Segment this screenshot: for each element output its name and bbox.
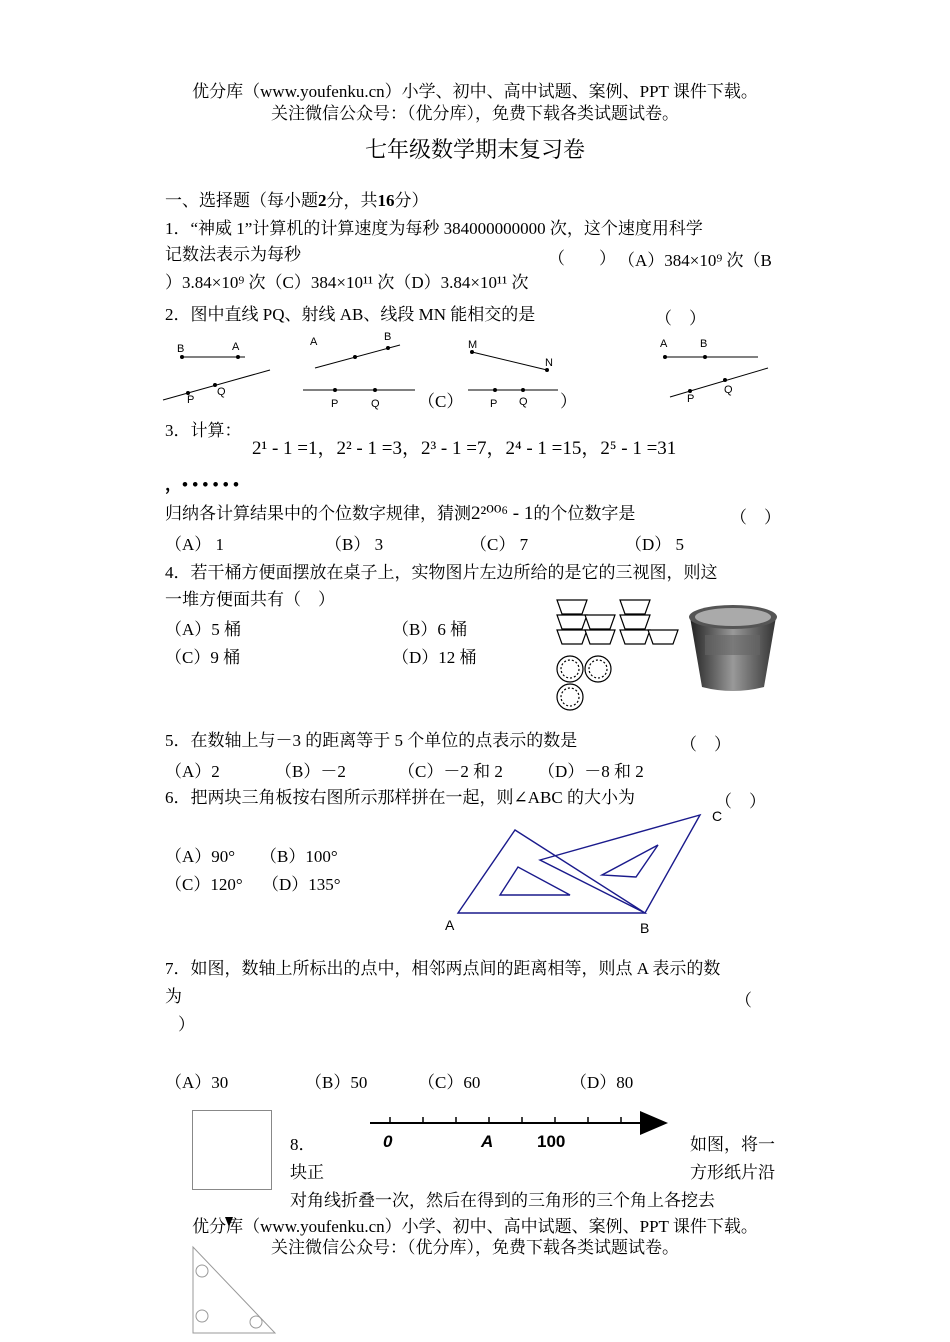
q7-paren-right: ） (178, 1015, 195, 1034)
axis-label-0: 0 (383, 1132, 393, 1151)
q2-figure-d (660, 338, 768, 405)
label-a: A (445, 917, 455, 933)
q6-text: 6．把两块三角板按右图所示那样拼在一起，则∠ABC 的大小为 (165, 788, 635, 807)
q2-answer-paren: （ ） (655, 309, 706, 328)
q4-line-1: 4．若干桶方便面摆放在桌子上，实物图片左边所给的是它的三视图，则这 (165, 563, 718, 582)
fig-label: M (468, 339, 478, 351)
q7-option-b: （B）50 (305, 1073, 368, 1092)
q2-text: 2．图中直线 PQ、射线 AB、线段 MN 能相交的是 (165, 305, 536, 324)
q1-line-2: 记数法表示为每秒 (165, 245, 301, 264)
axis-label-a: A (481, 1132, 494, 1151)
fig-label: A (310, 336, 318, 348)
fig-label: A (232, 341, 240, 353)
header-line-1: 优分库（www.youfenku.cn）小学、初中、高中试题、案例、PPT 课件下载。 (192, 82, 758, 101)
triangle-ruler-2 (540, 815, 700, 913)
q1-option-a: （A）384×10⁹ 次（B (618, 251, 772, 270)
q5-text: 5．在数轴上与－3 的距离等于 5 个单位的点表示的数是 (165, 731, 578, 750)
q4-option-b: （B）6 桶 (392, 620, 468, 639)
fig-label: Q (217, 386, 226, 398)
page-title: 七年级数学期末复习卷 (364, 137, 585, 162)
q1-answer-paren: （ ） (548, 249, 616, 268)
q3-option-b: （B） 3 (325, 535, 384, 554)
q2-figure-c (468, 339, 558, 410)
q8-line-3: 对角线折叠一次，然后在得到的三角形的三个角上各挖去 (290, 1191, 715, 1210)
q7-line-2: 为 (165, 987, 182, 1006)
q7-option-d: （D）80 (570, 1073, 634, 1092)
fig-label: P (331, 398, 339, 410)
q2-figure-a (163, 341, 270, 406)
header-line-2: 关注微信公众号：（优分库），免费下载各类试题试卷。 (271, 104, 679, 123)
fig-label: Q (724, 384, 733, 396)
q8-text-right-2: 方形纸片沿 (690, 1163, 775, 1182)
label-c: C (712, 808, 723, 824)
fig-label: P (490, 398, 498, 410)
q2-option-tail: ） (560, 392, 577, 411)
q4-three-views (550, 595, 790, 720)
axis-label-100: 100 (537, 1132, 566, 1151)
footer-line-1: 优分库（www.youfenku.cn）小学、初中、高中试题、案例、PPT 课件下载。 (192, 1217, 758, 1236)
q7-line-1: 7．如图，数轴上所标出的点中，相邻两点间的距离相等，则点 A 表示的数 (165, 959, 721, 978)
q3-option-d: （D） 5 (625, 535, 685, 554)
q6-answer-paren: （ ） (715, 792, 766, 811)
q2-figure-b (303, 331, 415, 410)
fig-label: N (545, 357, 553, 369)
q2-option-c: （C） (418, 392, 464, 411)
q6-option-b: （B）100° (260, 847, 338, 866)
fig-label: B (384, 331, 392, 343)
q1-line-3: ）3.84×10⁹ 次（C）384×10¹¹ 次（D）3.84×10¹¹ 次 (165, 273, 529, 292)
q5-option-b: （B）－2 (275, 762, 346, 781)
q6-option-d: （D）135° (262, 875, 341, 894)
footer-line-2: 关注微信公众号：（优分库），免费下载各类试题试卷。 (271, 1238, 679, 1257)
fig-label: Q (371, 398, 380, 410)
q3-label: 3．计算： (165, 421, 242, 440)
fig-label: A (660, 338, 668, 350)
q4-line-2: 一堆方便面共有（ ） (165, 590, 335, 609)
fig-label: B (700, 338, 708, 350)
fig-label: P (187, 394, 195, 406)
q3-option-a: （A） 1 (165, 535, 225, 554)
q5-option-d: （D）－8 和 2 (538, 762, 644, 781)
q4-option-d: （D）12 桶 (392, 648, 477, 667)
q7-number-line (365, 1105, 675, 1155)
q8-text-right-1: 如图，将一 (690, 1135, 775, 1154)
q7-option-a: （A）30 (165, 1073, 229, 1092)
fig-label: P (687, 393, 695, 405)
q7-paren-left: （ (735, 991, 752, 1010)
q8-number: 8． (290, 1135, 316, 1154)
q4-option-a: （A）5 桶 (165, 620, 242, 639)
q5-option-c: （C）－2 和 2 (398, 762, 503, 781)
q6-triangle-figure (440, 805, 740, 940)
q3-option-c: （C） 7 (470, 535, 529, 554)
noodle-cup-photo (689, 605, 777, 691)
q3-dots: ，• • • • • • (165, 475, 239, 494)
q6-option-a: （A）90° (165, 847, 236, 866)
q4-option-c: （C）9 桶 (165, 648, 241, 667)
q3-line-2: 归纳各计算结果中的个位数字规律，猜测2²⁰⁰⁶ - 1的个位数字是 (165, 503, 636, 524)
fig-label: Q (519, 396, 528, 408)
q3-formula: 2¹ - 1 =1，2² - 1 =3，2³ - 1 =7，2⁴ - 1 =15，2⁵ - 1 =31 (252, 438, 677, 459)
triangle-ruler-1 (458, 830, 645, 913)
q5-answer-paren: （ ） (680, 735, 731, 754)
q5-option-a: （A）2 (165, 762, 220, 781)
q3-answer-paren: （ ） (730, 508, 781, 527)
q2-figures (160, 330, 780, 410)
q7-option-c: （C）60 (418, 1073, 481, 1092)
q8-text-left-2: 块正 (290, 1163, 324, 1182)
section-heading: 一、选择题（每小题2分，共16分） (165, 191, 429, 210)
label-b: B (640, 920, 650, 936)
q6-option-c: （C）120° (165, 875, 243, 894)
fig-label: B (177, 343, 185, 355)
q8-square-paper (192, 1110, 272, 1190)
q1-line-1: 1．“神威 1”计算机的计算速度为每秒 384000000000 次，这个速度用科学 (165, 219, 703, 238)
